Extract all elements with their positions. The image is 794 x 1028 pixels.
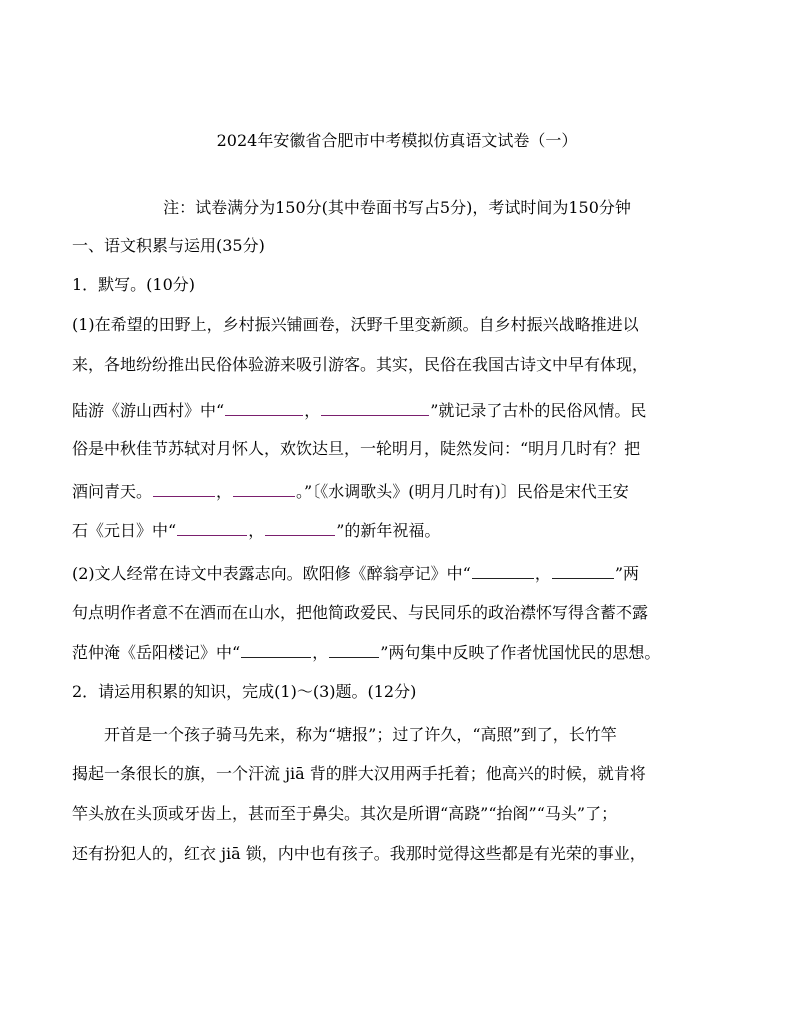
text-segment: ”的新年祝福。 — [336, 521, 441, 540]
passage-line: 还有扮犯人的，红衣 jiā 锁，内中也有孩子。我那时觉得这些都是有光荣的事业， — [72, 844, 646, 863]
text-segment: (2)文人经常在诗文中表露志向。欧阳修《醉翁亭记》中“ — [72, 564, 471, 583]
text-segment: 陆游《游山西村》中“ — [72, 401, 225, 420]
question-1-line — [72, 398, 722, 423]
text-segment: 范仲淹《岳阳楼记》中“ — [72, 643, 241, 662]
question-1-line: 句点明作者意不在酒而在山水，把他简政爱民、与民同乐的政治襟怀写得含蓄不露 — [72, 603, 649, 622]
text-segment: 石《元日》中“ — [72, 521, 177, 540]
text-segment: ， — [534, 564, 551, 583]
passage-line: 竿头放在头顶或牙齿上，甚而至于鼻尖。其次是所谓“高跷”“抬阁”“马头”了； — [72, 804, 618, 823]
answer-blank[interactable] — [233, 479, 295, 497]
question-1-heading: 1．默写。(10分) — [72, 275, 196, 294]
exam-title: 2024年安徽省合肥市中考模拟仿真语文试卷（一） — [216, 131, 578, 150]
answer-blank[interactable] — [552, 561, 614, 579]
answer-blank[interactable] — [241, 640, 311, 658]
question-1-line — [72, 518, 722, 543]
text-segment: ， — [248, 521, 265, 540]
question-1-line — [72, 640, 722, 665]
question-1-line — [72, 561, 722, 586]
answer-blank[interactable] — [321, 398, 429, 416]
question-1-line: 俗是中秋佳节苏轼对月怀人，欢饮达旦，一轮明月，陡然发问：“明月几时有？把 — [72, 439, 641, 458]
text-segment: 。”〔《水调歌头》(明月几时有)〕民俗是宋代王安 — [296, 482, 629, 501]
answer-blank[interactable] — [265, 518, 335, 536]
answer-blank[interactable] — [177, 518, 247, 536]
text-segment: ， — [304, 401, 321, 420]
text-segment: ， — [216, 482, 233, 501]
answer-blank[interactable] — [153, 479, 215, 497]
text-segment: ， — [312, 643, 329, 662]
passage-line: 揭起一条很长的旗，一个汗流 jiā 背的胖大汉用两手托着；他高兴的时候，就肯将 — [72, 764, 646, 783]
text-segment: ”就记录了古朴的民俗风情。民 — [430, 401, 647, 420]
section-heading: 一、语文积累与运用(35分) — [72, 236, 265, 255]
exam-note: 注：试卷满分为150分(其中卷面书写占5分)，考试时间为150分钟 — [163, 198, 631, 217]
question-1-line — [72, 479, 722, 504]
passage-line: 开首是一个孩子骑马先来，称为“塘报”；过了许久，“高照”到了，长竹竿 — [104, 725, 617, 744]
text-segment: 酒问青天。 — [72, 482, 153, 501]
answer-blank[interactable] — [329, 640, 379, 658]
text-segment: ”两句集中反映了作者忧国忧民的思想。 — [380, 643, 661, 662]
question-2-heading: 2．请运用积累的知识，完成(1)～(3)题。(12分) — [72, 682, 417, 701]
question-1-line: (1)在希望的田野上，乡村振兴铺画卷，沃野千里变新颜。自乡村振兴战略推进以 — [72, 315, 639, 334]
answer-blank[interactable] — [225, 398, 303, 416]
question-1-line: 来，各地纷纷推出民俗体验游来吸引游客。其实，民俗在我国古诗文中早有体现， — [72, 355, 649, 374]
answer-blank[interactable] — [472, 561, 534, 579]
text-segment: ”两 — [614, 564, 640, 583]
